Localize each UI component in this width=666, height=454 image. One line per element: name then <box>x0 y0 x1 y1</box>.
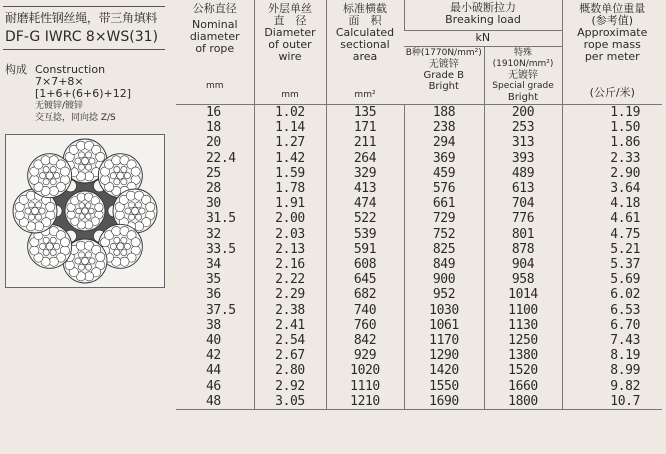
table-cell: 704 <box>484 196 562 211</box>
left-panel <box>0 0 168 454</box>
header-sectional-area: 标准横截 面 积 Calculated sectional area mm² <box>326 0 404 105</box>
table-cell: 238 <box>404 120 484 135</box>
table-row <box>176 303 662 318</box>
table-row <box>176 211 662 226</box>
table-cell: 1110 <box>326 379 404 394</box>
table-cell: 613 <box>484 181 562 196</box>
table-cell: 576 <box>404 181 484 196</box>
header-rope-mass: 概数单位重量 (参考值) Approximate rope mass per meter (公斤/米) <box>562 0 662 105</box>
table-cell: 1520 <box>484 363 562 378</box>
table-cell: 294 <box>404 135 484 150</box>
table-cell: 40 <box>206 333 221 349</box>
table-cell: 608 <box>326 257 404 272</box>
table-cell: 16 <box>206 105 221 120</box>
table-cell: 459 <box>404 166 484 181</box>
table-cell: 4.75 <box>562 227 662 242</box>
table-cell: 1.50 <box>562 120 662 135</box>
product-title-code: DF-G IWRC 8×WS(31) <box>5 29 159 45</box>
table-cell: 10.7 <box>562 394 662 410</box>
table-row <box>176 379 662 394</box>
table-cell: 37.5 <box>206 302 236 318</box>
construction-label-en: Construction <box>35 63 106 76</box>
table-row <box>176 394 662 410</box>
table-cell: 329 <box>326 166 404 181</box>
table-cell: 474 <box>326 196 404 211</box>
table-row <box>176 135 662 150</box>
construction-note-1: 无镀锌/镀锌 <box>35 101 84 111</box>
table-cell: 1.78 <box>254 181 326 196</box>
table-row <box>176 227 662 242</box>
header-special-grade: 特殊(1910N/mm²) 无镀锌 Special grade Bright <box>484 47 562 105</box>
header-nominal-diameter: 公称直径 Nominal diameter of rope mm <box>176 0 254 105</box>
table-cell: 1020 <box>326 363 404 378</box>
table-cell: 31.5 <box>206 211 236 227</box>
product-title-box <box>3 6 165 50</box>
table-cell: 36 <box>206 287 221 303</box>
table-cell: 5.21 <box>562 242 662 257</box>
table-cell: 2.38 <box>254 303 326 318</box>
table-cell: 2.00 <box>254 211 326 226</box>
table-cell: 5.69 <box>562 272 662 287</box>
table-cell: 20 <box>206 135 221 151</box>
table-cell: 1.42 <box>254 151 326 166</box>
table-cell: 1380 <box>484 348 562 363</box>
table-cell: 1690 <box>404 394 484 410</box>
table-cell: 1014 <box>484 287 562 302</box>
table-cell: 28 <box>206 181 221 197</box>
table-row <box>176 333 662 348</box>
table-cell: 661 <box>404 196 484 211</box>
table-cell: 6.70 <box>562 318 662 333</box>
table-cell: 1250 <box>484 333 562 348</box>
table-row <box>176 242 662 257</box>
table-cell: 752 <box>404 227 484 242</box>
table-cell: 2.54 <box>254 333 326 348</box>
table-cell: 1550 <box>404 379 484 394</box>
table-cell: 313 <box>484 135 562 150</box>
table-row <box>176 166 662 181</box>
rope-diagram-box <box>5 134 165 288</box>
table-cell: 7.43 <box>562 333 662 348</box>
table-cell: 413 <box>326 181 404 196</box>
table-cell: 958 <box>484 272 562 287</box>
table-cell: 2.80 <box>254 363 326 378</box>
table-cell: 1061 <box>404 318 484 333</box>
table-cell: 900 <box>404 272 484 287</box>
table-row <box>176 181 662 196</box>
table-row <box>176 196 662 211</box>
table-cell: 776 <box>484 211 562 226</box>
construction-formula-1: 7×7+8× <box>35 75 84 88</box>
table-cell: 3.05 <box>254 394 326 410</box>
table-cell: 1660 <box>484 379 562 394</box>
table-cell: 4.61 <box>562 211 662 226</box>
table-cell: 952 <box>404 287 484 302</box>
wire-rope-cross-section-icon <box>6 135 164 287</box>
table-row <box>176 348 662 363</box>
table-cell: 1100 <box>484 303 562 318</box>
table-cell: 2.22 <box>254 272 326 287</box>
spec-table-body <box>176 105 662 410</box>
header-breaking-load: 最小破断拉力 Breaking load <box>404 0 562 30</box>
table-row <box>176 257 662 272</box>
table-cell: 6.53 <box>562 303 662 318</box>
table-cell: 1.02 <box>254 105 326 121</box>
table-cell: 3.64 <box>562 181 662 196</box>
table-cell: 393 <box>484 151 562 166</box>
table-cell: 4.18 <box>562 196 662 211</box>
table-cell: 729 <box>404 211 484 226</box>
table-cell: 188 <box>404 105 484 121</box>
product-title-cn: 耐磨耗性钢丝绳，带三角填料 <box>5 11 158 25</box>
table-cell: 760 <box>326 318 404 333</box>
table-cell: 842 <box>326 333 404 348</box>
table-cell: 32 <box>206 226 221 242</box>
table-cell: 5.37 <box>562 257 662 272</box>
table-cell: 489 <box>484 166 562 181</box>
table-cell: 2.29 <box>254 287 326 302</box>
table-cell: 1800 <box>484 394 562 410</box>
spec-table <box>176 0 662 410</box>
table-cell: 44 <box>206 363 221 379</box>
table-cell: 2.13 <box>254 242 326 257</box>
table-cell: 200 <box>484 105 562 121</box>
header-outer-wire-diameter: 外层单丝 直 径 Diameter of outer wire mm <box>254 0 326 105</box>
table-cell: 6.02 <box>562 287 662 302</box>
table-cell: 264 <box>326 151 404 166</box>
table-cell: 682 <box>326 287 404 302</box>
table-row <box>176 272 662 287</box>
table-cell: 849 <box>404 257 484 272</box>
table-cell: 135 <box>326 105 404 121</box>
table-cell: 33.5 <box>206 241 236 257</box>
construction-label-cn: 构成 <box>5 63 27 76</box>
table-cell: 1130 <box>484 318 562 333</box>
table-cell: 2.67 <box>254 348 326 363</box>
table-cell: 2.33 <box>562 151 662 166</box>
table-cell: 904 <box>484 257 562 272</box>
table-cell: 929 <box>326 348 404 363</box>
table-cell: 1.27 <box>254 135 326 150</box>
table-cell: 22.4 <box>206 150 236 166</box>
construction-note-2: 交互捻，同向捻 Z/S <box>35 113 116 123</box>
table-cell: 369 <box>404 151 484 166</box>
table-cell: 740 <box>326 303 404 318</box>
table-cell: 171 <box>326 120 404 135</box>
table-cell: 522 <box>326 211 404 226</box>
table-cell: 539 <box>326 227 404 242</box>
table-cell: 801 <box>484 227 562 242</box>
table-cell: 1.14 <box>254 120 326 135</box>
header-grade-b: B种(1770N/mm²) 无镀锌 Grade B Bright <box>404 47 484 105</box>
table-cell: 8.19 <box>562 348 662 363</box>
table-cell: 1.86 <box>562 135 662 150</box>
table-cell: 2.41 <box>254 318 326 333</box>
table-cell: 34 <box>206 257 221 273</box>
table-cell: 30 <box>206 196 221 212</box>
table-cell: 18 <box>206 120 221 136</box>
construction-formula-2: [1+6+(6+6)+12] <box>35 87 132 100</box>
table-cell: 9.82 <box>562 379 662 394</box>
table-row <box>176 151 662 166</box>
table-row <box>176 120 662 135</box>
table-cell: 1420 <box>404 363 484 378</box>
table-cell: 38 <box>206 317 221 333</box>
construction-info <box>5 64 131 124</box>
table-cell: 591 <box>326 242 404 257</box>
table-row <box>176 287 662 302</box>
table-cell: 8.99 <box>562 363 662 378</box>
table-cell: 1210 <box>326 394 404 410</box>
table-cell: 35 <box>206 272 221 288</box>
table-cell: 2.16 <box>254 257 326 272</box>
table-cell: 1.91 <box>254 196 326 211</box>
table-cell: 825 <box>404 242 484 257</box>
table-cell: 25 <box>206 165 221 181</box>
table-row <box>176 363 662 378</box>
table-cell: 1.19 <box>562 105 662 121</box>
table-cell: 46 <box>206 378 221 394</box>
table-cell: 878 <box>484 242 562 257</box>
table-cell: 211 <box>326 135 404 150</box>
table-row <box>176 105 662 121</box>
table-cell: 2.90 <box>562 166 662 181</box>
table-cell: 1290 <box>404 348 484 363</box>
table-cell: 42 <box>206 348 221 364</box>
table-cell: 2.03 <box>254 227 326 242</box>
table-cell: 1.59 <box>254 166 326 181</box>
table-row <box>176 318 662 333</box>
table-cell: 1030 <box>404 303 484 318</box>
spec-table-wrap <box>176 0 666 454</box>
header-unit-kn: kN <box>404 30 562 46</box>
table-cell: 48 <box>176 394 254 410</box>
table-cell: 645 <box>326 272 404 287</box>
table-cell: 253 <box>484 120 562 135</box>
table-cell: 2.92 <box>254 379 326 394</box>
table-cell: 1170 <box>404 333 484 348</box>
